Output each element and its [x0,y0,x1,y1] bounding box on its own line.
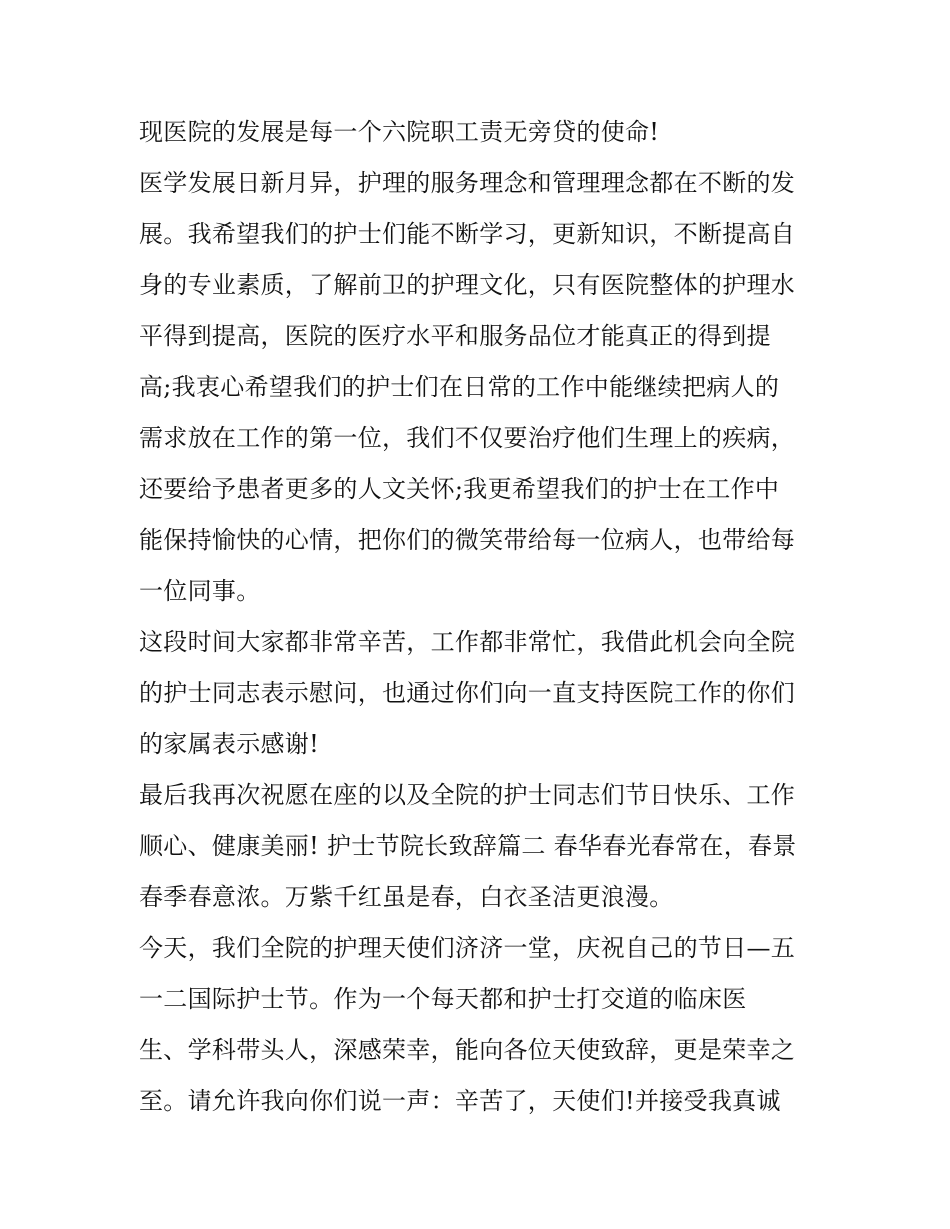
text-line: 医学发展日新月异，护理的服务理念和管理理念都在不断的发 [139,169,796,197]
text-line: 春季春意浓。万紫千红虽是春，白衣圣洁更浪漫。 [139,883,674,911]
text-line: 这段时间大家都非常辛苦，工作都非常忙，我借此机会向全院 [139,628,796,656]
text-line: 现医院的发展是每一个六院职工责无旁贷的使命! [139,118,660,146]
text-line: 顺心、健康美丽! 护士节院长致辞篇二 春华春光春常在，春景 [139,832,797,860]
text-line: 生、学科带头人，深感荣幸，能向各位天使致辞，更是荣幸之 [139,1036,796,1064]
text-line: 能保持愉快的心情，把你们的微笑带给每一位病人，也带给每 [139,526,796,554]
text-line: 平得到提高，医院的医疗水平和服务品位才能真正的得到提 [139,322,771,350]
text-line: 需求放在工作的第一位，我们不仅要治疗他们生理上的疾病， [139,424,796,452]
text-line: 的家属表示感谢! [139,730,320,758]
text-line: 至。请允许我向你们说一声：辛苦了，天使们!并接受我真诚 [139,1087,781,1115]
text-line: 还要给予患者更多的人文关怀;我更希望我们的护士在工作中 [139,475,780,503]
text-line: 一位同事。 [139,577,261,605]
text-line: 最后我再次祝愿在座的以及全院的护士同志们节日快乐、工作 [139,781,796,809]
text-line: 一二国际护士节。作为一个每天都和护士打交道的临床医 [139,985,747,1013]
text-line: 展。我希望我们的护士们能不断学习，更新知识，不断提高自 [139,220,796,248]
text-line: 今天，我们全院的护理天使们济济一堂，庆祝自己的节日—五 [139,934,796,962]
text-line: 身的专业素质，了解前卫的护理文化，只有医院整体的护理水 [139,271,796,299]
document-body [139,107,819,1127]
text-line: 的护士同志表示慰问，也通过你们向一直支持医院工作的你们 [139,679,796,707]
text-line: 高;我衷心希望我们的护士们在日常的工作中能继续把病人的 [139,373,780,401]
